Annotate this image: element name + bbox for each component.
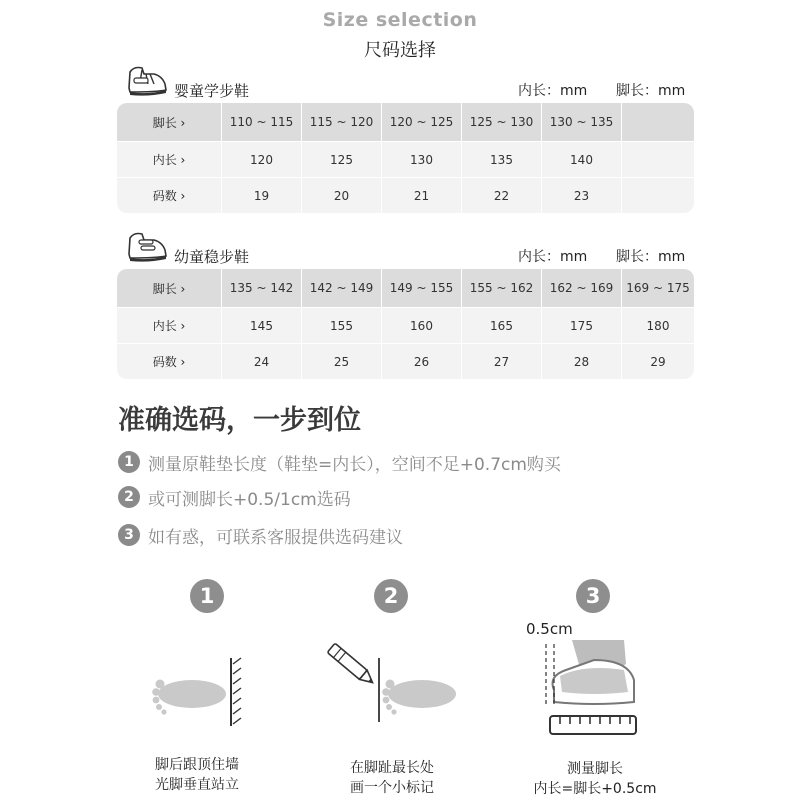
title-chinese: 尺码选择: [364, 40, 436, 61]
caption-line: 在脚趾最长处: [350, 760, 434, 776]
cell: 130 ~ 135: [542, 103, 622, 141]
size-table-infant: [117, 103, 694, 213]
unit-foot: 脚长：mm: [616, 249, 686, 265]
mark-toe-illustration: [318, 640, 468, 729]
unit-inner: 内长：mm: [518, 83, 588, 99]
guide-heading: 准确选码，一步到位: [118, 405, 361, 436]
caption-line: 脚后跟顶住墙: [155, 757, 239, 773]
cell: [622, 178, 694, 213]
cell: 27: [462, 344, 542, 379]
cell: 120: [222, 142, 302, 177]
tip-text: 如有惑，可联系客服提供选码建议: [148, 527, 403, 548]
cell: 125: [302, 142, 382, 177]
shoe-measure-illustration: [524, 636, 654, 750]
tip-number: 2: [118, 486, 140, 508]
cell: 135 ~ 142: [222, 269, 302, 307]
section-toddler-header: [118, 240, 694, 270]
step-2-caption: [327, 758, 457, 798]
cell: 20: [302, 178, 382, 213]
tip-1: [118, 449, 561, 475]
cell: 155 ~ 162: [462, 269, 542, 307]
cell: 140: [542, 142, 622, 177]
step-3-badge: 3: [576, 579, 610, 613]
cell: 28: [542, 344, 622, 379]
toddler-shoe-icon: [126, 228, 168, 268]
cell: 169 ~ 175: [626, 281, 690, 295]
tip-3: [118, 522, 403, 548]
row-inner-length: [117, 141, 694, 177]
row-label: 内长 ›: [117, 142, 222, 177]
cell: 142 ~ 149: [302, 269, 382, 307]
step-3-caption: [515, 759, 675, 799]
cell: 160: [382, 308, 462, 343]
cell: 130: [382, 142, 462, 177]
row-label: 脚长 ›: [117, 269, 222, 307]
section-name: 幼童稳步鞋: [174, 248, 250, 266]
cell: 22: [462, 178, 542, 213]
row-size: [117, 343, 694, 379]
foot-against-wall-illustration: [140, 650, 250, 734]
cell: [622, 142, 694, 177]
cell: 180: [646, 318, 670, 333]
section-name: 婴童学步鞋: [174, 82, 250, 100]
step-1-badge: 1: [190, 579, 224, 613]
cell: 175: [542, 308, 622, 343]
title-english: Size selection: [322, 9, 478, 31]
cell: 110 ~ 115: [222, 103, 302, 141]
caption-line: 内长=脚长+0.5cm: [533, 781, 657, 797]
tip-2: [118, 484, 351, 510]
row-label: 内长 ›: [117, 308, 222, 343]
cell: 162 ~ 169: [542, 269, 622, 307]
cell: 26: [382, 344, 462, 379]
row-label: 码数 ›: [117, 344, 222, 379]
cell: 115 ~ 120: [302, 103, 382, 141]
row-inner-length: [117, 307, 694, 343]
row-size: [117, 177, 694, 213]
step-2-badge: 2: [374, 579, 408, 613]
unit-inner: 内长：mm: [518, 249, 588, 265]
cell: 149 ~ 155: [382, 269, 462, 307]
section-infant-header: [118, 74, 694, 104]
tip-text: 测量原鞋垫长度（鞋垫=内长），空间不足+0.7cm购买: [148, 454, 561, 475]
row-foot-length: [117, 103, 694, 141]
cell: 135: [462, 142, 542, 177]
row-label: 脚长 ›: [117, 103, 222, 141]
cell: 145: [222, 308, 302, 343]
step-1-caption: [132, 755, 262, 795]
tip-number: 3: [118, 524, 140, 546]
cell: 25: [302, 344, 382, 379]
tip-number: 1: [118, 451, 140, 473]
caption-line: 测量脚长: [567, 761, 623, 777]
cell: 155: [302, 308, 382, 343]
cell: 29: [650, 354, 666, 369]
cell: 120 ~ 125: [382, 103, 462, 141]
tip-text: 或可测脚长+0.5/1cm选码: [148, 489, 351, 510]
row-label: 码数 ›: [117, 178, 222, 213]
measure-annotation: 0.5cm: [526, 620, 573, 638]
cell: 19: [222, 178, 302, 213]
cell: 23: [542, 178, 622, 213]
cell: 165: [462, 308, 542, 343]
caption-line: 光脚垂直站立: [155, 777, 239, 793]
cell: 125 ~ 130: [462, 103, 542, 141]
unit-foot: 脚长：mm: [616, 83, 686, 99]
baby-shoe-icon: [126, 62, 168, 102]
cell: [622, 103, 694, 141]
row-foot-length: [117, 269, 694, 307]
caption-line: 画一个小标记: [350, 780, 434, 796]
cell: 24: [222, 344, 302, 379]
size-table-toddler: [117, 269, 694, 379]
cell: 21: [382, 178, 462, 213]
